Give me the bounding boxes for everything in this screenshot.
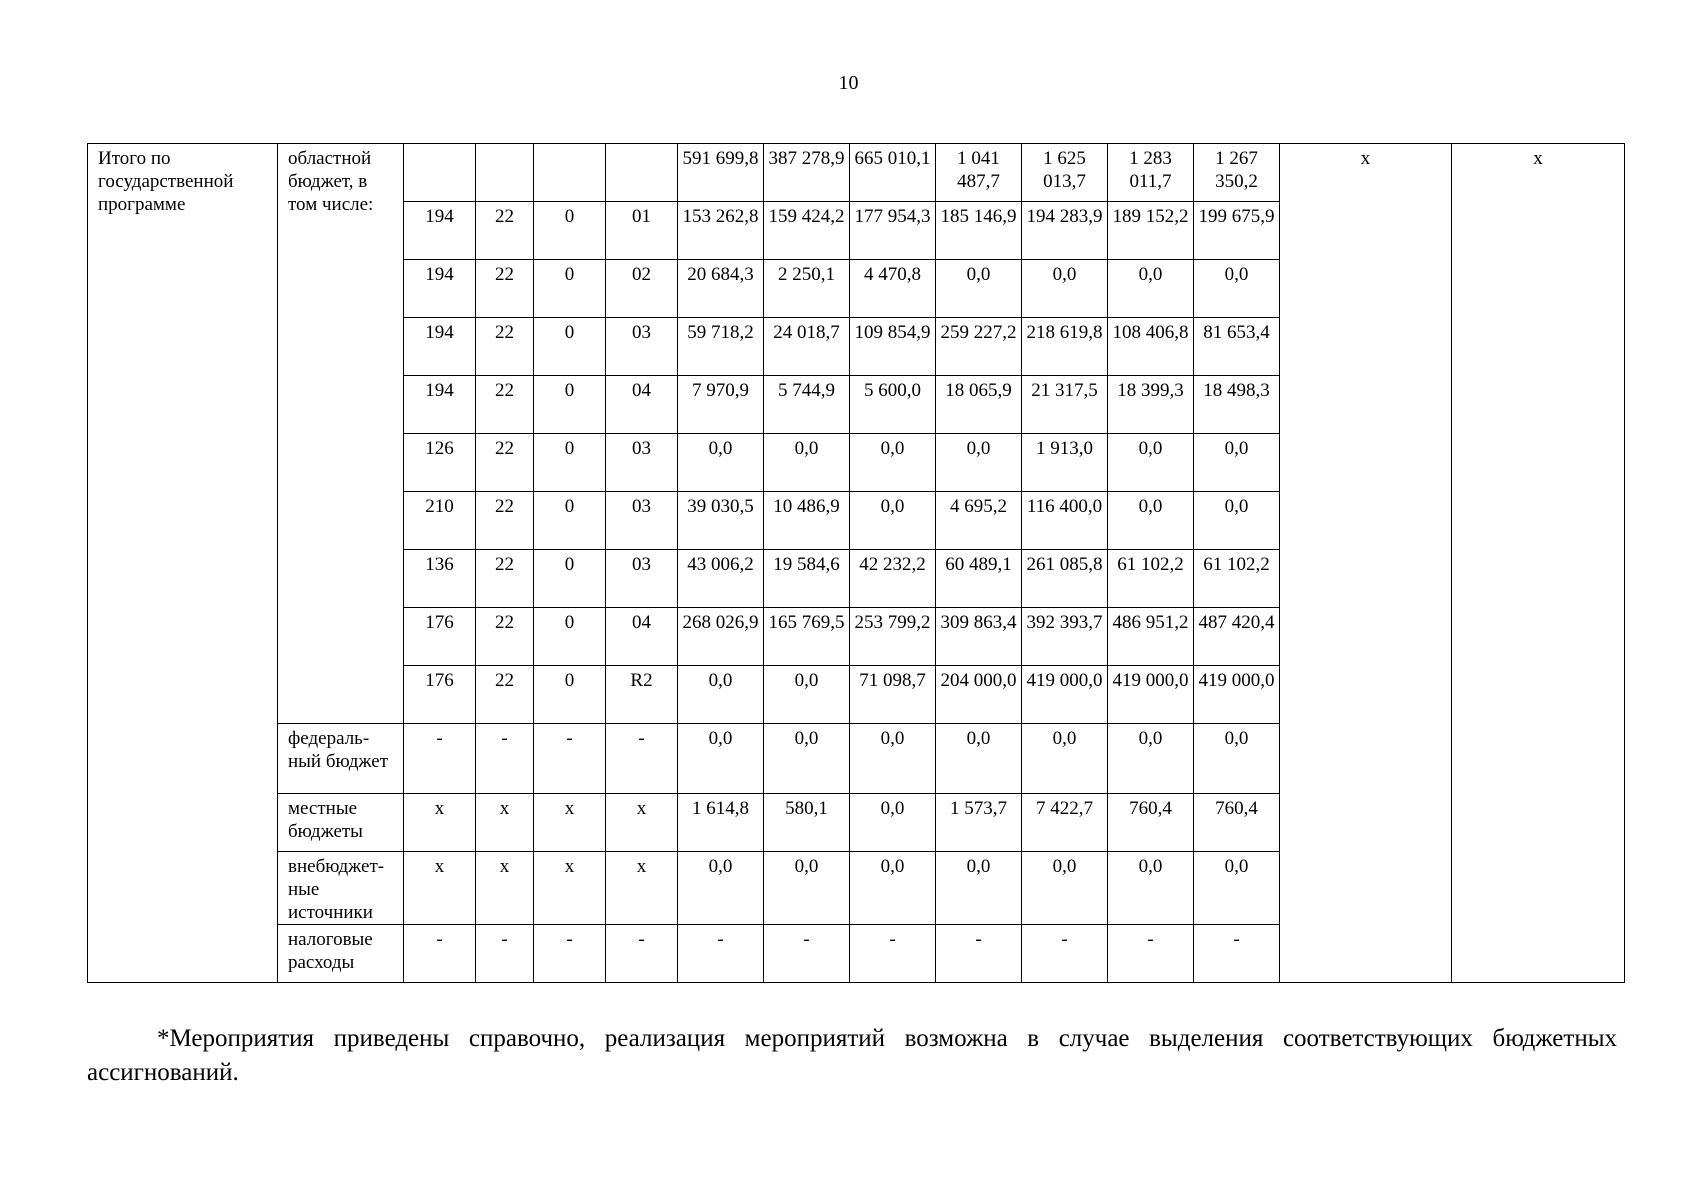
value-cell: 0,0 [678,852,764,925]
value-cell: 0,0 [1108,434,1194,492]
value-cell: 71 098,7 [850,666,936,724]
code-cell: 0 [534,202,606,260]
value-cell: 0,0 [850,852,936,925]
value-cell: - [1022,925,1108,983]
value-cell: 199 675,9 [1194,202,1280,260]
value-cell: 0,0 [1194,852,1280,925]
value-cell: 0,0 [764,666,850,724]
value-cell: 487 420,4 [1194,608,1280,666]
value-cell: 18 399,3 [1108,376,1194,434]
code-cell: 0 [534,376,606,434]
value-cell: 1 267 350,2 [1194,144,1280,202]
code-cell [606,144,678,202]
value-cell: 0,0 [1194,434,1280,492]
code-cell: 210 [404,492,476,550]
code-cell: 176 [404,608,476,666]
value-cell: 18 498,3 [1194,376,1280,434]
value-cell: 60 489,1 [936,550,1022,608]
value-cell: 165 769,5 [764,608,850,666]
value-cell: 0,0 [936,434,1022,492]
value-cell: 159 424,2 [764,202,850,260]
value-cell: 4 695,2 [936,492,1022,550]
source-label: федераль-ный бюджет [278,724,404,794]
value-cell: 268 026,9 [678,608,764,666]
code-cell: 0 [534,434,606,492]
code-cell: - [476,925,534,983]
value-cell: 1 283 011,7 [1108,144,1194,202]
code-cell: 22 [476,318,534,376]
source-label: местные бюджеты [278,794,404,852]
code-cell: 04 [606,608,678,666]
value-cell: 7 422,7 [1022,794,1108,852]
value-cell: - [678,925,764,983]
code-cell: x [606,794,678,852]
value-cell: 19 584,6 [764,550,850,608]
code-cell: x [476,852,534,925]
value-cell: 24 018,7 [764,318,850,376]
value-cell: 177 954,3 [850,202,936,260]
code-cell: x [534,794,606,852]
value-cell: 1 041 487,7 [936,144,1022,202]
value-cell: - [936,925,1022,983]
value-cell: 5 600,0 [850,376,936,434]
value-cell: 185 146,9 [936,202,1022,260]
value-cell: 392 393,7 [1022,608,1108,666]
value-cell: 259 227,2 [936,318,1022,376]
regional-budget-label: областной бюджет, в том числе: [278,144,404,724]
value-cell: 0,0 [764,724,850,794]
code-cell: 0 [534,260,606,318]
footnote: *Мероприятия приведены справочно, реализация мероприятий возможна в случае выделения соответствующих бюджетных ассигнований. [87,1025,1617,1086]
code-cell: 03 [606,492,678,550]
value-cell: 42 232,2 [850,550,936,608]
code-cell: 01 [606,202,678,260]
value-cell: 0,0 [936,260,1022,318]
value-cell: 2 250,1 [764,260,850,318]
code-cell: - [534,925,606,983]
value-cell: 116 400,0 [1022,492,1108,550]
value-cell: 39 030,5 [678,492,764,550]
code-cell [534,144,606,202]
value-cell: 0,0 [850,492,936,550]
value-cell: 309 863,4 [936,608,1022,666]
value-cell: 18 065,9 [936,376,1022,434]
code-cell: 194 [404,260,476,318]
code-cell: x [476,794,534,852]
code-cell: 126 [404,434,476,492]
value-cell: 0,0 [850,794,936,852]
code-cell: 22 [476,260,534,318]
code-cell: 03 [606,318,678,376]
code-cell: 22 [476,376,534,434]
value-cell: 0,0 [764,852,850,925]
code-cell: 02 [606,260,678,318]
value-cell: 0,0 [1108,852,1194,925]
value-cell: 261 085,8 [1022,550,1108,608]
value-cell: 0,0 [850,724,936,794]
value-cell: 0,0 [1108,724,1194,794]
value-cell: - [1194,925,1280,983]
value-cell: 4 470,8 [850,260,936,318]
x-cell-1: x [1280,144,1452,983]
value-cell: 43 006,2 [678,550,764,608]
code-cell: - [606,925,678,983]
value-cell: 0,0 [1022,260,1108,318]
code-cell: 194 [404,202,476,260]
value-cell: 665 010,1 [850,144,936,202]
value-cell: 0,0 [1022,724,1108,794]
table-row [88,144,1625,202]
value-cell: 0,0 [1194,492,1280,550]
value-cell: 1 625 013,7 [1022,144,1108,202]
value-cell: 20 684,3 [678,260,764,318]
code-cell: 0 [534,318,606,376]
value-cell: 387 278,9 [764,144,850,202]
value-cell: 419 000,0 [1022,666,1108,724]
code-cell: 0 [534,666,606,724]
value-cell: 0,0 [1108,260,1194,318]
code-cell: 0 [534,608,606,666]
code-cell: 22 [476,492,534,550]
value-cell: - [1108,925,1194,983]
value-cell: 218 619,8 [1022,318,1108,376]
value-cell: 0,0 [850,434,936,492]
code-cell: 03 [606,434,678,492]
code-cell: x [404,852,476,925]
code-cell: R2 [606,666,678,724]
budget-table [87,143,1625,983]
x-cell-2: x [1452,144,1625,983]
value-cell: 1 614,8 [678,794,764,852]
value-cell: 760,4 [1194,794,1280,852]
value-cell: 194 283,9 [1022,202,1108,260]
code-cell: x [404,794,476,852]
value-cell: 0,0 [1108,492,1194,550]
value-cell: 10 486,9 [764,492,850,550]
value-cell: 0,0 [1194,260,1280,318]
value-cell: 253 799,2 [850,608,936,666]
code-cell: 176 [404,666,476,724]
value-cell: 61 102,2 [1108,550,1194,608]
code-cell: 22 [476,608,534,666]
value-cell: 21 317,5 [1022,376,1108,434]
code-cell: 0 [534,492,606,550]
value-cell: 0,0 [678,724,764,794]
budget-table-body [88,144,1625,983]
value-cell: - [850,925,936,983]
code-cell: - [534,724,606,794]
code-cell: x [606,852,678,925]
page-number: 10 [838,72,859,94]
group-label-cell: Итого по государственной программе [88,144,278,983]
value-cell: 0,0 [936,852,1022,925]
code-cell: - [404,925,476,983]
code-cell: 22 [476,202,534,260]
code-cell: 04 [606,376,678,434]
code-cell: 136 [404,550,476,608]
source-label: налоговые расходы [278,925,404,983]
code-cell: - [404,724,476,794]
value-cell: 1 573,7 [936,794,1022,852]
value-cell: 591 699,8 [678,144,764,202]
code-cell: 194 [404,376,476,434]
code-cell: x [534,852,606,925]
code-cell: - [606,724,678,794]
code-cell: - [476,724,534,794]
code-cell: 22 [476,550,534,608]
value-cell: 486 951,2 [1108,608,1194,666]
value-cell: 0,0 [936,724,1022,794]
code-cell [404,144,476,202]
value-cell: 5 744,9 [764,376,850,434]
value-cell: 0,0 [1194,724,1280,794]
value-cell: 61 102,2 [1194,550,1280,608]
value-cell: 419 000,0 [1108,666,1194,724]
code-cell: 194 [404,318,476,376]
value-cell: 1 913,0 [1022,434,1108,492]
value-cell: 760,4 [1108,794,1194,852]
value-cell: 0,0 [678,666,764,724]
value-cell: 419 000,0 [1194,666,1280,724]
value-cell: - [764,925,850,983]
code-cell: 22 [476,434,534,492]
value-cell: 109 854,9 [850,318,936,376]
code-cell: 0 [534,550,606,608]
value-cell: 0,0 [1022,852,1108,925]
source-label: внебюджет-ные источники [278,852,404,925]
value-cell: 59 718,2 [678,318,764,376]
value-cell: 7 970,9 [678,376,764,434]
value-cell: 0,0 [678,434,764,492]
code-cell: 03 [606,550,678,608]
value-cell: 153 262,8 [678,202,764,260]
value-cell: 108 406,8 [1108,318,1194,376]
value-cell: 0,0 [764,434,850,492]
value-cell: 189 152,2 [1108,202,1194,260]
code-cell [476,144,534,202]
value-cell: 204 000,0 [936,666,1022,724]
value-cell: 81 653,4 [1194,318,1280,376]
code-cell: 22 [476,666,534,724]
value-cell: 580,1 [764,794,850,852]
